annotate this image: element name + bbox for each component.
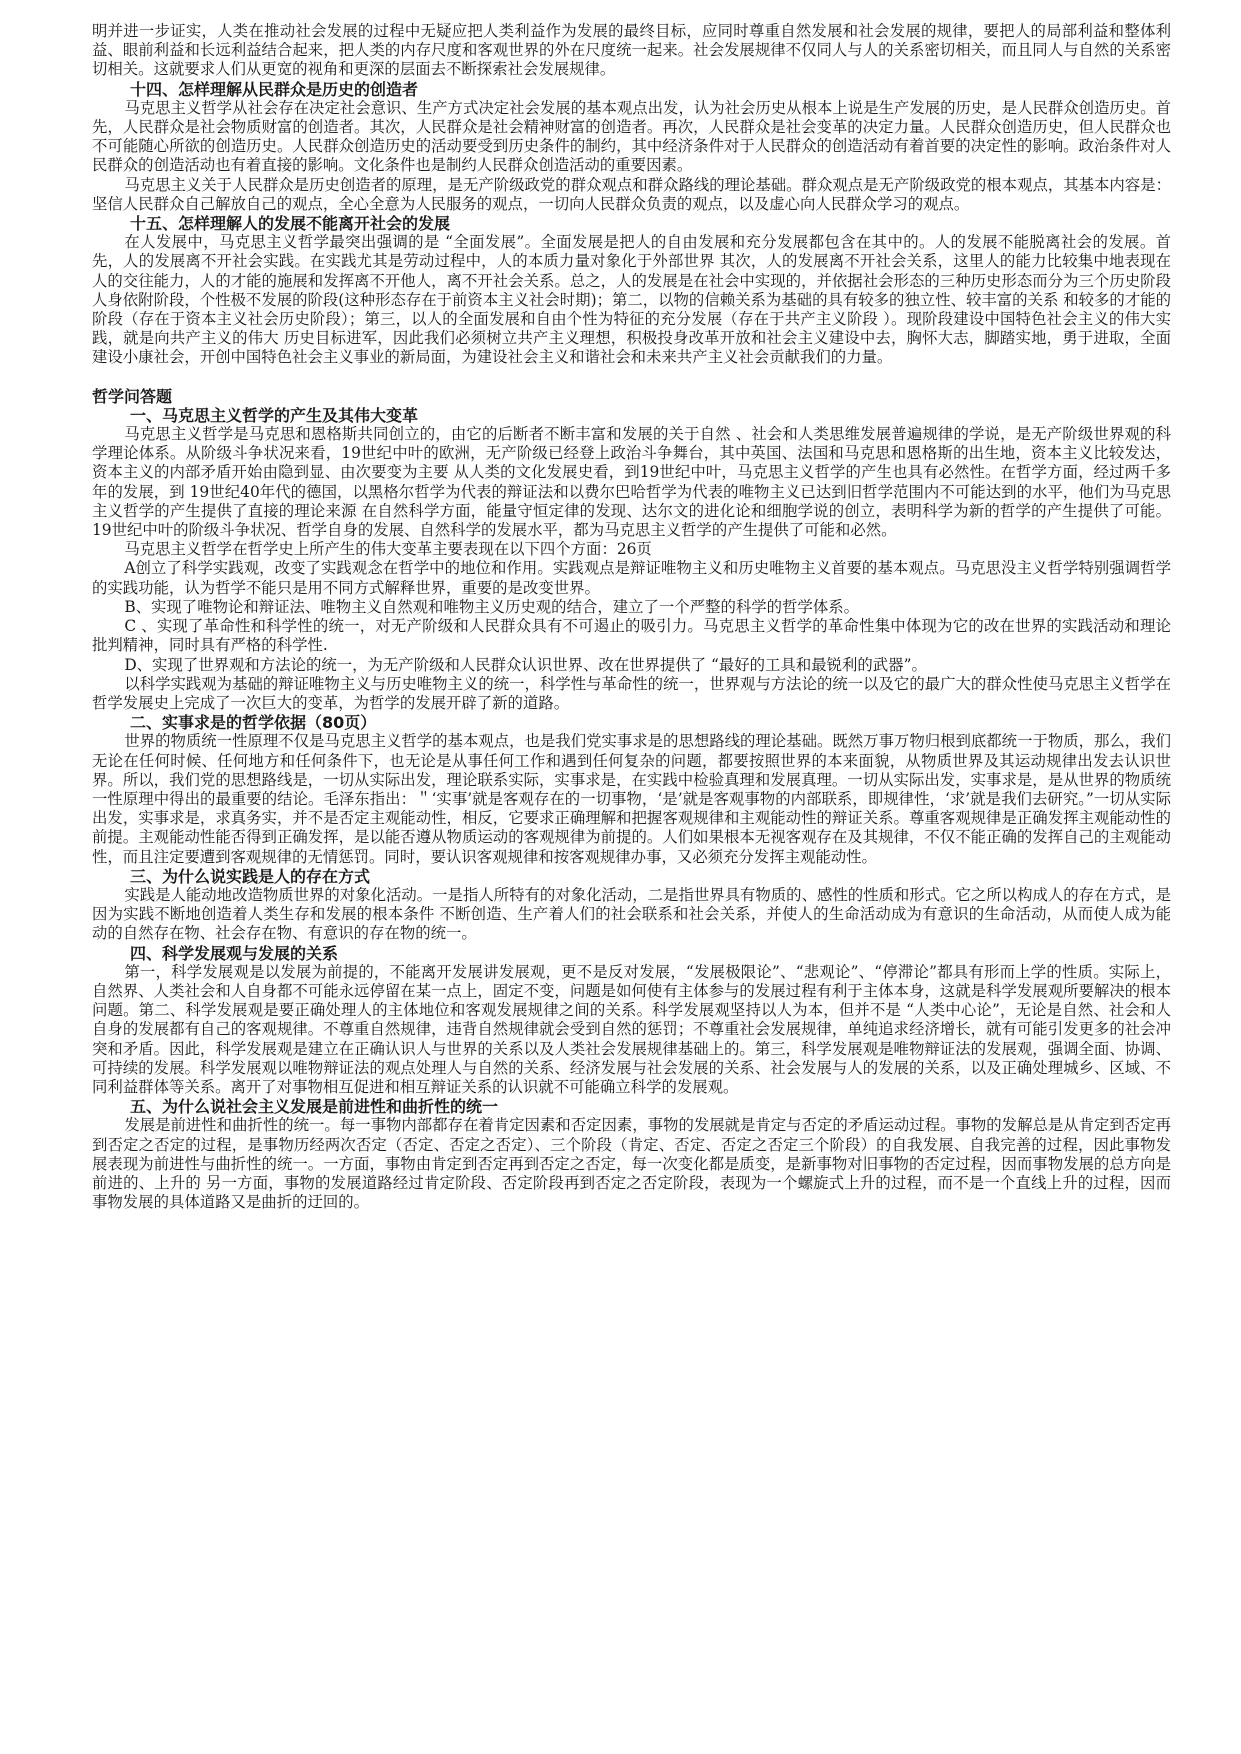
qa-section-1-point-b: B、实现了唯物论和辩证法、唯物主义自然观和唯物主义历史观的结合，建立了一个严整的科学的哲学体系。 <box>124 597 859 616</box>
section-14-heading: 十四、怎样理解从民群众是历史的创造者 <box>130 79 419 99</box>
section-15-heading: 十五、怎样理解人的发展不能离开社会的发展 <box>130 214 451 234</box>
qa-section-3-paragraph-1: 实践是人能动地改造物质世界的对象化活动。一是指人所特有的对象化活动，二是指世界具有物质的、感性的性质和形式。它之所以构成人的存在方式，是因为实践不断地创造着人类生存和发展的根本条件 不断创造、生产着人们的社会联系和社会关系，并使人的生命活动成为有意识的生命活动，从而使人成为能动的自然存在物、社会存在物、有意识的存在物的统一。 <box>92 885 1171 943</box>
qa-section-5-heading: 五、为什么说社会主义发展是前进性和曲折性的统一 <box>130 1097 499 1117</box>
qa-section-1-summary: 以科学实践观为基础的辩证唯物主义与历史唯物主义的统一，科学性与革命性的统一，世界观与方法论的统一以及它的最广大的群众性使马克思主义哲学在哲学发展史上完成了一次巨大的变革，为哲学的发展开辟了新的道路。 <box>92 674 1171 712</box>
section-15-paragraph-1: 在人发展中，马克思主义哲学最突出强调的是 “全面发展”。全面发展是把人的自由发展和充分发展都包含在其中的。人的发展不能脱离社会的发展。首先，人的发展离不开社会实践。在实践尤其是劳动过程中，人的本质力量对象化于外部世界 其次，人的发展离不开社会关系，这里人的能力比较集中地表现在人的交往能力，人的才能的施展和发挥离不开他人，离不开社会关系。总之，人的发展是在社会中实现的，并依据社会形态的三种历史形态而分为三个历史阶段 人身依附阶段，个性极不发展的阶段(这种形态存在于前资本主义社会时期)；第二，以物的信赖关系为基础的具有较多的独立性、较丰富的关系 和较多的才能的阶段（存在于资本主义社会历史阶段）；第三，以人的全面发展和自由个性为特征的充分发展（存在于共产主义阶段 ）。现阶段建设中国特色社会主义的伟大实践，就是向共产主义的伟大 历史目标进军，因此我们必须树立共产主义理想，积极投身改革开放和社会主义建设中去，胸怀大志，脚踏实地，勇于进取，全面建设小康社会，开创中国特色社会主义事业的新局面，为建设社会主义和谐社会和未来共产主义社会贡献我们的力量。 <box>92 233 1171 367</box>
section-14-paragraph-1: 马克思主义哲学从社会存在决定社会意识、生产方式决定社会发展的基本观点出发，认为社会历史从根本上说是生产发展的历史，是人民群众创造历史。首先，人民群众是社会物质财富的创造者。其次，人民群众是社会精神财富的创造者。再次，人民群众是社会变革的决定力量。人民群众创造历史，但人民群众也不可能随心所欲的创造历史。人民群众创造历史的活动要受到历史条件的制约，其中经济条件对于人民群众的创造活动有着首要的决定性的影响。政治条件对人民群众的创造活动也有着直接的影响。文化条件也是制约人民群众创造活动的重要因素。 <box>92 98 1171 175</box>
qa-section-1-point-a: A创立了科学实践观，改变了实践观念在哲学中的地位和作用。实践观点是辩证唯物主义和历史唯物主义首要的基本观点。马克思没主义哲学特别强调哲学的实践功能，认为哲学不能只是用不同方式解释世界，重要的是改变世界。 <box>92 559 1171 597</box>
qa-section-1-heading: 一、马克思主义哲学的产生及其伟大变革 <box>130 405 419 425</box>
intro-paragraph: 明并进一步证实，人类在推动社会发展的过程中无疑应把人类利益作为发展的最终目标，应同时尊重自然发展和社会发展的规律，要把人的局部利益和整体利益、眼前利益和长远利益结合起来，把人类的内存尺度和客观世界的外在尺度统一起来。社会发展规律不仅同人与人的关系密切相关，而且同人与自然的关系密切相关。这就要求人们从更宽的视角和更深的层面去不断探索社会发展规律。 <box>92 22 1171 79</box>
qa-section-2-paragraph-1: 世界的物质统一性原理不仅是马克思主义哲学的基本观点，也是我们党实事求是的思想路线的理论基础。既然万事万物归根到底都统一于物质，那么，我们无论在任何时候、任何地方和任何条件下，也无论是从事任何工作和遇到任何复杂的问题，都要按照世界的本来面貌，从物质世界及其运动规律出发去认识世界。所以，我们党的思想路线是，一切从实际出发，理论联系实际，实事求是，在实践中检验真理和发展真理。一切从实际出发，实事求是，是从世界的物质统一性原理中得出的最重要的结论。毛泽东指出：＂‘实事’就是客观存在的一切事物，‘是’就是客观事物的内部联系，即规律性，‘求’就是我们去研究。”一切从实际出发，实事求是，求真务实，并不是否定主观能动性，相反，它要求正确理解和把握客观规律和主观能动性的辩证关系。尊重客观规律是正确发挥主观能动性的前提。主观能动性能否得到正确发挥，是以能否遵从物质运动的客观规律为前提的。人们如果根本无视客观存在及其规律，不仅不能正确的发挥自己的主观能动性，而且注定要遭到客观规律的无情惩罚。同时，要认识客观规律和按客观规律办事，又必须充分发挥主观能动性。 <box>92 732 1171 866</box>
qa-section-1-point-c: C 、实现了革命性和科学性的统一，对无产阶级和人民群众具有不可遏止的吸引力。马克思主义哲学的革命性集中体现为它的改在世界的实践活动和理论批判精神，同时具有严格的科学性. <box>92 617 1171 655</box>
qa-section-1-point-d: D、实现了世界观和方法论的统一，为无产阶级和人民群众认识世界、改在世界提供了 “最好的工具和最锐利的武器”。 <box>124 655 927 674</box>
qa-main-heading: 哲学问答题 <box>92 386 173 406</box>
qa-section-5-paragraph-1: 发展是前进性和曲折性的统一。每一事物内部都存在着肯定因素和否定因素，事物的发展就是肯定与否定的矛盾运动过程。事物的发解总是从肯定到否定再到否定之否定的过程，是事物历经两次否定（否定、否定之否定）、三个阶段（肯定、否定、否定之否定三个阶段）的自我发展、自我完善的过程，因此事物发展表现为前进性与曲折性的统一。一方面，事物由肯定到否定再到否定之否定，每一次变化都是质变，是新事物对旧事物的否定过程，因而事物发展的总方向是前进的、上升的 另一方面，事物的发展道路经过肯定阶段、否定阶段再到否定之否定阶段，表现为一个螺旋式上升的过程，而不是一个直线上升的过程，因而事物发展的具体道路又是曲折的迂回的。 <box>92 1116 1171 1212</box>
qa-section-4-paragraph-1: 第一，科学发展观是以发展为前提的，不能离开发展讲发展观，更不是反对发展，“发展极限论”、“悲观论”、“停滞论”都具有形而上学的性质。实际上，自然界、人类社会和人自身都不可能永远停留在某一点上，固定不变，问题是如何使有主体参与的发展过程有利于主体本身，这就是科学发展观所要解决的根本问题。第二、科学发展观是要正确处理人的主体地位和客观发展规律之间的关系。科学发展观坚持以人为本，但并不是 “人类中心论”，无论是自然、社会和人自身的发展都有自己的客观规律。不尊重自然规律，违背自然规律就会受到自然的惩罚；不尊重社会发展规律，单纯追求经济增长，就有可能引发更多的社会冲突和矛盾。因此，科学发展观是建立在正确认识人与世界的关系以及人类社会发展规律基础上的。第三，科学发展观是唯物辩证法的发展观，强调全面、协调、可持续的发展。科学发展观以唯物辩证法的观点处理人与自然的关系、经济发展与社会发展的关系、社会发展与人的发展的关系，以及正确处理城乡、区域、不同利益群体等关系。离开了对事物相互促进和相互辩证关系的认识就不可能确立科学的发展观。 <box>92 962 1171 1096</box>
qa-section-1-paragraph-2: 马克思主义哲学在哲学史上所产生的伟大变革主要表现在以下四个方面：26页 <box>124 540 652 559</box>
qa-section-3-heading: 三、为什么说实践是人的存在方式 <box>130 866 371 886</box>
section-14-paragraph-2: 马克思主义关于人民群众是历史创造者的原理，是无产阶级政党的群众观点和群众路线的理论基础。群众观点是无产阶级政党的根本观点，其基本内容是：坚信人民群众自己解放自己的观点，全心全意为人民服务的观点，一切向人民群众负责的观点，以及虚心向人民群众学习的观点。 <box>92 175 1171 213</box>
qa-section-4-heading: 四、科学发展观与发展的关系 <box>130 943 339 963</box>
qa-section-1-paragraph-1: 马克思主义哲学是马克思和恩格斯共同创立的，由它的后断者不断丰富和发展的关于自然 、社会和人类思维发展普遍规律的学说，是无产阶级世界观的科学理论体系。从阶级斗争状况来看，19世纪中叶的欧洲，无产阶级已经登上政治斗争舞台，其中英国、法国和马克思和恩格斯的出生地，资本主义比较发达，资本主义的内部矛盾开始由隐到显、由次要变为主要 从人类的文化发展史看，到19世纪中叶，马克思主义哲学的产生也具有必然性。在哲学方面，经过两千多年的发展，到 19世纪40年代的德国，以黑格尔哲学为代表的辩证法和以费尔巴哈哲学为代表的唯物主义已达到旧哲学范围内不可能达到的水平，他们为马克思主义哲学的产生提供了直接的理论来源 在自然科学方面，能量守恒定律的发现、达尔文的进化论和细胞学说的创立，表明科学为新的哲学的产生提供了可能。19世纪中叶的阶级斗争状况、哲学自身的发展、自然科学的发展水平，都为马克思主义哲学的产生提供了可能和必然。 <box>92 425 1171 540</box>
qa-section-2-heading: 二、实事求是的哲学依据（80页） <box>130 713 377 733</box>
